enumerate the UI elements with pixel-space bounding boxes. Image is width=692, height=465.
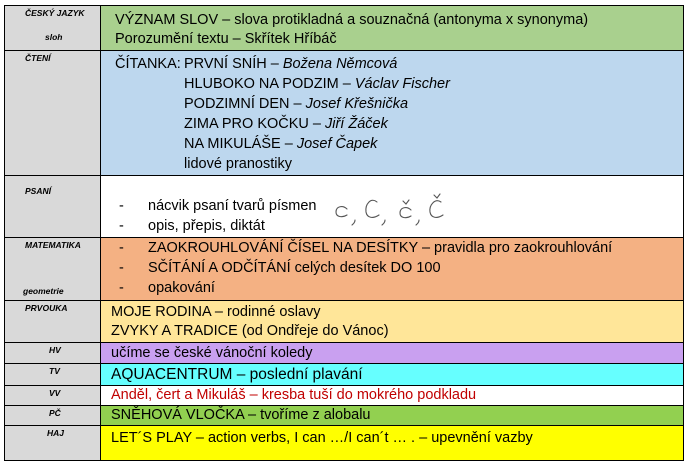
- reading-item: [184, 96, 408, 112]
- content-line: MOJE RODINA – rodinné oslavy: [111, 304, 321, 320]
- schedule-table: [4, 5, 684, 461]
- content-line: SČÍTÁNÍ A ODČÍTÁNÍ celých desítek DO 100: [148, 260, 441, 276]
- subject-label: HV: [49, 345, 61, 355]
- content-line: Anděl, čert a Mikuláš – kresba tuší do mokrého podkladu: [111, 387, 477, 403]
- reading-item: [184, 116, 388, 132]
- content-cell: [101, 343, 684, 363]
- reading-author: Jiří Žáček: [325, 116, 388, 132]
- row-psani: [4, 175, 684, 237]
- content-cell: [101, 238, 684, 300]
- reader-prefix: ČÍTANKA:: [115, 56, 181, 72]
- label-cell: [4, 426, 101, 460]
- content-cell: [101, 301, 684, 342]
- label-cell: [4, 364, 101, 385]
- content-cell: [101, 364, 684, 385]
- content-line: LET´S PLAY – action verbs, I can …/I can´t … . – upevnění vazby: [111, 430, 533, 446]
- content-line: ZAOKROUHLOVÁNÍ ČÍSEL NA DESÍTKY – pravidla pro zaokrouhlování: [148, 240, 613, 256]
- reading-item: [184, 136, 377, 152]
- content-line: ZVYKY A TRADICE (od Ondřeje do Vánoc): [111, 323, 389, 339]
- row-pc: [4, 405, 684, 425]
- row-tv: [4, 363, 684, 385]
- label-cell: [4, 238, 101, 300]
- reading-item: [184, 76, 450, 92]
- content-cell: [101, 406, 684, 425]
- label-cell: [4, 386, 101, 405]
- label-cell: [4, 51, 101, 175]
- reading-title: PRVNÍ SNÍH –: [184, 56, 283, 72]
- label-cell: [4, 6, 101, 50]
- bullet: -: [119, 260, 124, 276]
- reading-title: NA MIKULÁŠE –: [184, 136, 297, 152]
- row-haj: [4, 425, 684, 461]
- reading-author: Václav Fischer: [354, 76, 450, 92]
- subject-label: PRVOUKA: [25, 303, 68, 313]
- subject-label: HAJ: [47, 428, 65, 438]
- content-cell: [101, 176, 684, 237]
- reading-title: ZIMA PRO KOČKU –: [184, 116, 325, 132]
- row-cesky-jazyk: [4, 5, 684, 50]
- label-cell: [4, 406, 101, 425]
- reading-item: [184, 56, 397, 72]
- reading-title: PODZIMNÍ DEN –: [184, 96, 306, 112]
- reading-author: Josef Křešnička: [305, 96, 409, 112]
- content-line: AQUACENTRUM – poslední plavání: [111, 366, 363, 383]
- content-cell: [101, 51, 684, 175]
- row-vv: [4, 385, 684, 405]
- subject-label: PSANÍ: [25, 186, 51, 196]
- reading-author: Josef Čapek: [296, 136, 378, 152]
- row-hv: [4, 342, 684, 363]
- bullet: -: [119, 280, 124, 296]
- content-line: učíme se české vánoční koledy: [111, 345, 313, 361]
- bullet: -: [119, 218, 124, 234]
- content-line: nácvik psaní tvarů písmen: [148, 198, 317, 214]
- content-line: VÝZNAM SLOV – slova protikladná a souznačná (antonyma x synonyma): [115, 12, 589, 28]
- reading-item: lidové pranostiky: [184, 156, 292, 172]
- reading-title: HLUBOKO NA PODZIM –: [184, 76, 355, 92]
- reading-author: Božena Němcová: [282, 56, 398, 72]
- content-cell: [101, 386, 684, 405]
- subject-sublabel: geometrie: [23, 286, 64, 296]
- content-cell: [101, 6, 684, 50]
- content-cell: [101, 426, 684, 460]
- subject-label: ČESKÝ JAZYK: [25, 8, 85, 18]
- subject-label: TV: [49, 366, 60, 376]
- row-cteni: [4, 50, 684, 175]
- subject-label: VV: [49, 388, 61, 398]
- label-cell: [4, 176, 101, 237]
- bullet: -: [119, 240, 124, 256]
- bullet: -: [119, 198, 124, 214]
- content-line: SNĚHOVÁ VLOČKA – tvoříme z alobalu: [111, 407, 371, 423]
- handwriting-sample: [333, 192, 463, 226]
- content-line: Porozumění textu – Skřítek Hříbáč: [115, 31, 337, 47]
- content-line: opis, přepis, diktát: [148, 218, 265, 234]
- row-prvouka: [4, 300, 684, 342]
- row-matematika: [4, 237, 684, 300]
- label-cell: [4, 343, 101, 363]
- subject-label: PČ: [49, 408, 61, 418]
- label-cell: [4, 301, 101, 342]
- subject-label: ČTENÍ: [25, 53, 51, 63]
- subject-sublabel: sloh: [45, 32, 63, 42]
- content-line: opakování: [148, 280, 215, 296]
- subject-label: MATEMATIKA: [25, 240, 81, 250]
